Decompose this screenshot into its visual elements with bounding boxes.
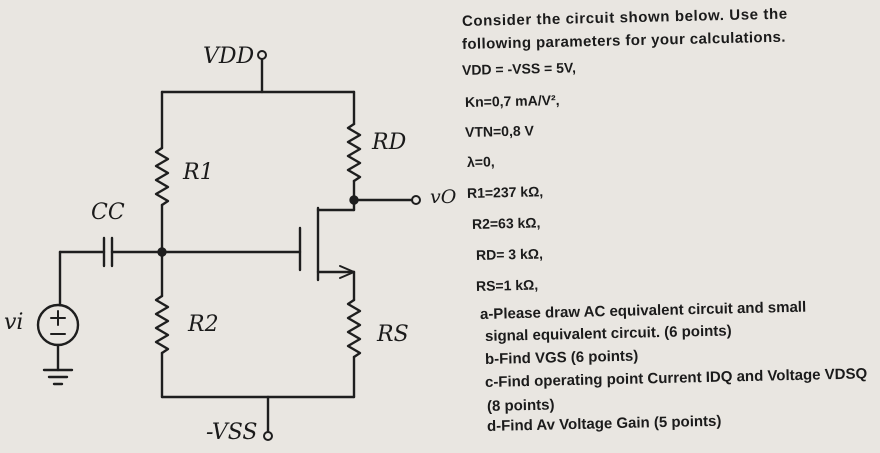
question-b: b-Find VGS (6 points) [484,347,639,368]
param-vtn: VTN=0,8 V [464,122,535,140]
question-a-line-1: a-Please draw AC equivalent circuit and small [479,298,807,323]
rs-label: RS [377,322,409,347]
param-r2: R2=63 kΩ, [471,214,541,232]
param-kn: Kn=0,7 mA/V², [464,91,560,110]
param-vdd: VDD = -VSS = 5V, [461,59,577,78]
rd-resistor [348,124,360,181]
question-d: d-Find Av Voltage Gain (5 points) [486,412,722,435]
question-c-line-1: c-Find operating point Current IDQ and Voltage VDSQ [484,365,868,391]
param-lambda: λ=0, [466,153,495,170]
question-a-line-2: signal equivalent circuit. (6 points) [484,322,732,345]
intro-line-1: Consider the circuit shown below. Use the [461,5,788,30]
rs-resistor [348,300,360,357]
param-r1: R1=237 kΩ, [466,183,544,201]
cc-label: CC [91,200,125,225]
vss-terminal [264,432,272,440]
question-c-line-2: (8 points) [486,396,555,415]
vi-label: vi [4,310,24,335]
rd-label: RD [372,130,407,155]
r2-resistor [156,296,168,353]
param-rs: RS=1 kΩ, [475,276,539,294]
vdd-label: VDD [203,44,255,69]
vo-label: vO [430,186,457,208]
vss-label: -VSS [206,420,258,445]
vdd-terminal [258,51,266,59]
r1-label: R1 [183,160,214,185]
intro-line-2: following parameters for your calculations. [461,28,787,53]
r1-resistor [156,148,168,205]
r2-label: R2 [188,312,219,337]
param-rd: RD= 3 kΩ, [475,245,544,263]
vo-terminal [412,196,420,204]
